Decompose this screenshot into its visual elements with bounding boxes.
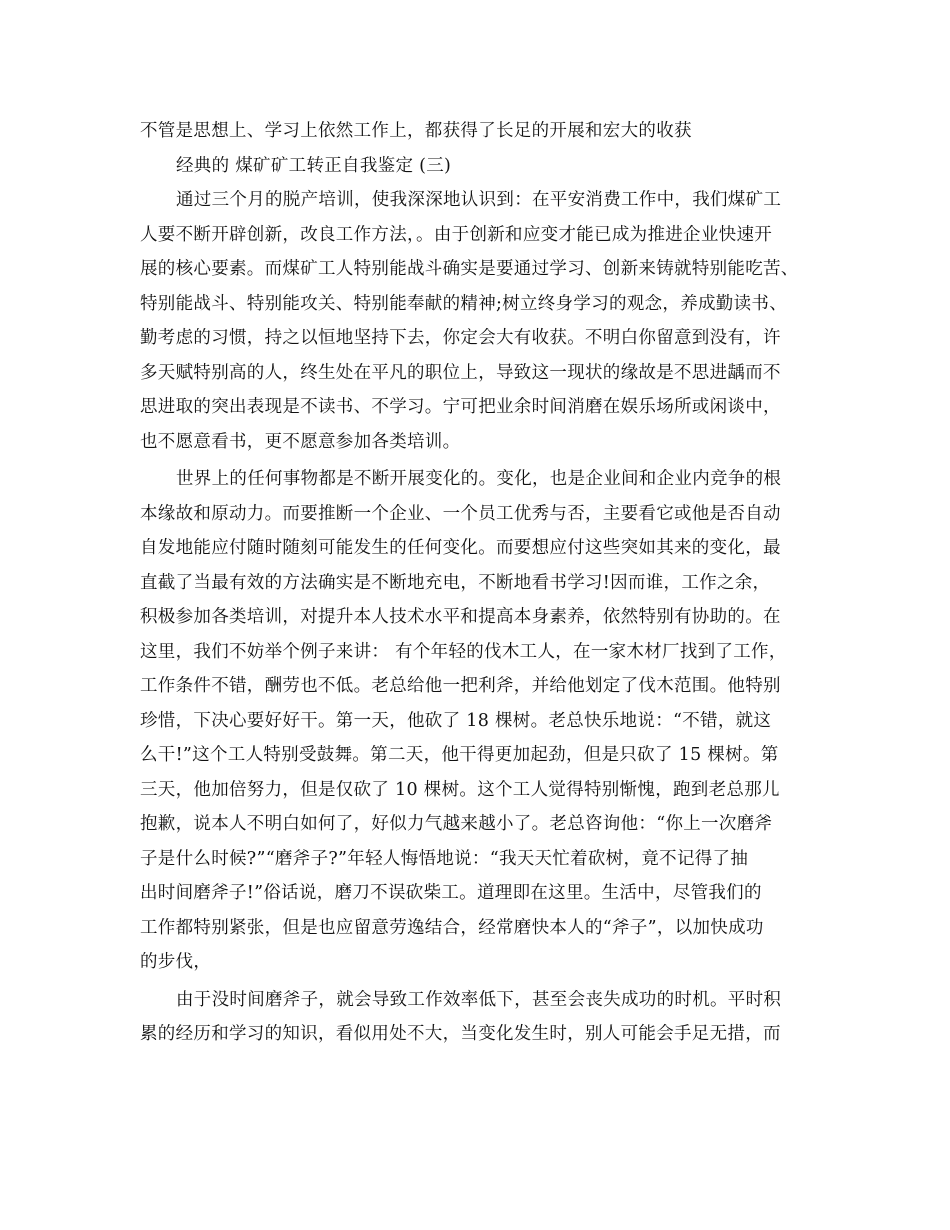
text-line: 工作都特别紧张，但是也应留意劳逸结合，经常磨快本人的“斧子”，以加快成功 <box>140 917 764 938</box>
text-line: 积极参加各类培训，对提升本人技术水平和提高本身素养，依然特别有协助的。在 <box>140 607 781 627</box>
text-line: 由于没时间磨斧子，就会导致工作效率低下，甚至会丧失成功的时机。平时积 <box>176 989 782 1010</box>
text-line: 这里，我们不妨举个例子来讲： 有个年轻的伐木工人，在一家木材厂找到了工作， <box>140 641 787 662</box>
text-line: 抱歉，说本人不明白如何了，好似力气越来越小了。老总咨询他：“你上一次磨斧 <box>140 814 773 834</box>
text-line: 累的经历和学习的知识，看似用处不大，当变化发生时，别人可能会手足无措，而 <box>140 1024 781 1044</box>
text-line: 出时间磨斧子!”俗话说，磨刀不误砍柴工。道理即在这里。生活中，尽管我们的 <box>140 883 762 903</box>
text-line: 工作条件不错，酬劳也不低。老总给他一把利斧，并给他划定了伐木范围。他特别 <box>140 676 781 696</box>
text-line: 珍惜，下决心要好好干。第一天，他砍了 18 棵树。老总快乐地说：“不错，就这 <box>140 710 772 731</box>
text-line: 勤考虑的习惯，持之以恒地坚持下去，你定会大有收获。不明白你留意到没有，许 <box>140 328 781 348</box>
text-line: 世界上的任何事物都是不断开展变化的。变化，也是企业间和企业内竞争的根 <box>176 469 782 489</box>
text-line: 本缘故和原动力。而要推断一个企业、一个员工优秀与否，主要看它或他是否自动 <box>140 503 781 524</box>
text-line: 人要不断开辟创新，改良工作方法，。由于创新和应变才能已成为推进企业快速开 <box>140 224 773 245</box>
text-line: 直截了当最有效的方法确实是不断地充电，不断地看书学习!因而谁，工作之余， <box>140 572 771 593</box>
text-line: 的步伐， <box>140 952 212 972</box>
text-line: 思进取的突出表现是不读书、不学习。宁可把业余时间消磨在娱乐场所或闲谈中， <box>140 397 781 417</box>
text-line: 子是什么时候?”“磨斧子?”年轻人悔悟地说：“我天天忙着砍树，竟不记得了抽 <box>140 848 749 869</box>
text-line: 不管是思想上、学习上依然工作上，都获得了长足的开展和宏大的收获 <box>140 121 692 141</box>
section-heading: 经典的 煤矿矿工转正自我鉴定 (三) <box>176 155 452 176</box>
text-line: 么干!”这个工人特别受鼓舞。第二天，他干得更加起劲，但是只砍了 15 棵树。第 <box>140 745 779 765</box>
text-line: 多天赋特别高的人，终生处在平凡的职位上，导致这一现状的缘故是不思进龋而不 <box>140 362 781 383</box>
text-line: 通过三个月的脱产培训，使我深深地认识到：在平安消费工作中，我们煤矿工 <box>176 190 782 210</box>
text-line: 自发地能应付随时随刻可能发生的任何变化。而要想应付这些突如其来的变化，最 <box>140 538 781 558</box>
document-body <box>140 114 820 1052</box>
text-line: 展的核心要素。而煤矿工人特别能战斗确实是要通过学习、创新来铸就特别能吃苦、 <box>140 259 799 279</box>
text-line: 特别能战斗、特别能攻关、特别能奉献的精神;树立终身学习的观念，养成勤读书、 <box>140 293 787 314</box>
text-line: 也不愿意看书，更不愿意参加各类培训。 <box>140 431 461 452</box>
text-line: 三天，他加倍努力，但是仅砍了 10 棵树。这个工人觉得特别惭愧，跑到老总那儿 <box>140 779 780 800</box>
